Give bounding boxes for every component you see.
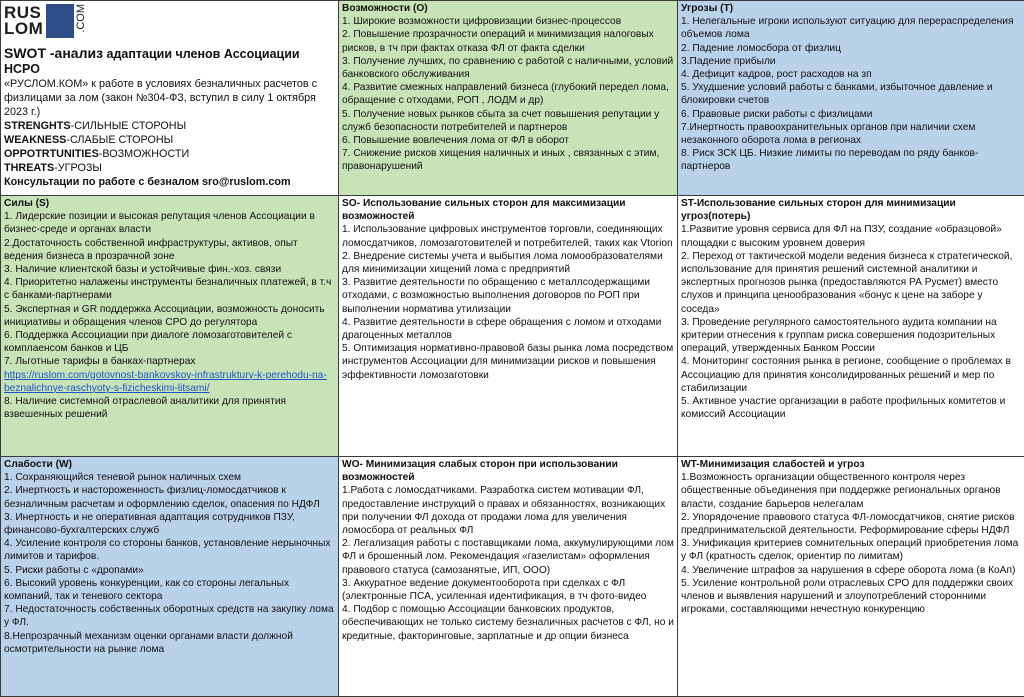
- list-item: 3. Развитие деятельности по обращению с металлсодержащими отходами, с возможностью выполнения договоров по РОП при выполнении норматива утилизации: [342, 276, 674, 316]
- legend-item: STRENGHTS-СИЛЬНЫЕ СТОРОНЫ: [4, 119, 335, 133]
- intro-description: «РУСЛОМ.КОМ» к работе в условиях безналичных расчетов с физлицами за лом (закон №304-ФЗ, вступил в силу 1 октября 2023 г.): [4, 77, 335, 119]
- list-item: 3. Проведение регулярного самостоятельного аудита компании на критерии отнесения к группам риска совершения подозрительных операций, утвержденных Банком России: [681, 316, 1021, 356]
- list-item: 4. Увеличение штрафов за нарушения в сфере оборота лома (в КоАп): [681, 564, 1021, 577]
- list-item: 7.Инертность правоохранительных органов при наличии схем незаконного оборота лома в регионах: [681, 121, 1021, 147]
- list-item: 3. Унификация критериев сомнительных операций приобретения лома у ФЛ (кратность сделок, ориентир по лимитам): [681, 537, 1021, 563]
- list-item: 1. Нелегальные игроки используют ситуацию для перераспределения объемов лома: [681, 15, 1021, 41]
- list-item: 1. Лидерские позиции и высокая репутация членов Ассоциации в бизнес-среде и органах власти: [4, 210, 335, 236]
- weaknesses-cell: [1, 457, 339, 697]
- list-item: 7. Недостаточность собственных оборотных средств на закупку лома у ФЛ.: [4, 603, 335, 629]
- list-item: 1. Широкие возможности цифровизации бизнес-процессов: [342, 15, 674, 28]
- wt-cell: [678, 457, 1024, 697]
- list-item: 8. Риск ЗСК ЦБ. Низкие лимиты по переводам по ряду банков-партнеров: [681, 147, 1021, 173]
- list-item: 2.Достаточность собственной инфраструктуры, активов, опыт ведения бизнеса в прозрачной зоне: [4, 237, 335, 263]
- wo-title: WO- Минимизация слабых сторон при использовании возможностей: [342, 458, 674, 484]
- list-item: 5. Ухудшение условий работы с банками, избыточное давление и блокировки счетов: [681, 81, 1021, 107]
- list-item: 3. Аккуратное ведение документооборота при сделках с ФЛ (электронные ПСА, усиленная идентификация, в тч фото-видео: [342, 577, 674, 603]
- logo-text: RUS LOM: [4, 2, 43, 37]
- strengths-title: Силы (S): [4, 197, 335, 210]
- list-item: 1.Работа с ломосдатчиками. Разработка систем мотивации ФЛ, предоставление инструкций о правах и обязанностях, возникающих при получении ФЛ дохода от продажи лома для увеличения ломосбора от реальных ФЛ: [342, 484, 674, 537]
- st-title: ST-Использование сильных сторон для минимизации угроз(потерь): [681, 197, 1021, 223]
- page-title: SWOT -анализ адаптации членов Ассоциации НСРО: [4, 46, 335, 77]
- legend-list: [4, 119, 335, 189]
- list-item: 2. Переход от тактической модели ведения бизнеса к стратегической, использование для принятия решений системной аналитики и экспертных прогнозов рынка (предоставляются РА Русмет) вместо слухов и принципа ценообразования «бонус к цене на заборе у соседа»: [681, 250, 1021, 316]
- list-item: 3. Наличие клиентской базы и устойчивые фин.-хоз. связи: [4, 263, 335, 276]
- list-item: 8.Непрозрачный механизм оценки органами власти должной осмотрительности на рынке лома: [4, 630, 335, 656]
- list-item: 6. Высокий уровень конкуренции, как со стороны легальных компаний, так и теневого сектора: [4, 577, 335, 603]
- wo-cell: [339, 457, 678, 697]
- list-item: 2. Повышение прозрачности операций и минимизация налоговых рисков, в тч при фактах отказа ФЛ от факта сделки: [342, 28, 674, 54]
- list-item: 6. Правовые риски работы с физлицами: [681, 108, 1021, 121]
- list-item: 5. Оптимизация нормативно-правовой базы рынка лома посредством инструментов Ассоциации для минимизации рисков и повышения эффективности ломозаготовки: [342, 342, 674, 382]
- logo-domain: .COM: [76, 4, 87, 33]
- logo: [4, 2, 335, 46]
- list-item: 3. Получение лучших, по сравнению с работой с наличными, условий банковского обслуживания: [342, 55, 674, 81]
- bank-readiness-link[interactable]: https://ruslom.com/gotovnost-bankovskoy-infrastruktury-k-perehodu-na-beznalichnye-raschyoty-s-fizicheskimi-litsami/: [4, 369, 335, 395]
- list-item: 4. Развитие смежных направлений бизнеса (глубокий передел лома, обращение с отходами, РОП , ЛОДМ и др): [342, 81, 674, 107]
- weaknesses-title: Слабости (W): [4, 458, 335, 471]
- list-item: 5. Усиление контрольной роли отраслевых СРО для поддержки своих членов и выявления нарушений и злоупотреблений сторонними игроками, составляющими нечестную конкуренцию: [681, 577, 1021, 617]
- list-item: 5. Риски работы с «дропами»: [4, 564, 335, 577]
- legend-item: WEAKNESS-СЛАБЫЕ СТОРОНЫ: [4, 133, 335, 147]
- list-item: 2. Падение ломосбора от физлиц: [681, 42, 1021, 55]
- opportunities-cell: [339, 1, 678, 196]
- so-cell: [339, 196, 678, 457]
- opportunities-title: Возможности (О): [342, 2, 674, 15]
- list-item: 1. Сохраняющийся теневой рынок наличных схем: [4, 471, 335, 484]
- list-item: 5. Получение новых рынков сбыта за счет повышения репутации у служб безопасности потребителей и партнеров: [342, 108, 674, 134]
- list-item: 7. Снижение рисков хищения наличных и иных , связанных с этим, правонарушений: [342, 147, 674, 173]
- list-item: 6. Повышение вовлечения лома от ФЛ в оборот: [342, 134, 674, 147]
- list-item: 4. Приоритетно налажены инструменты безналичных платежей, в т.ч с банками-партнерами: [4, 276, 335, 302]
- list-item: 3. Инертность и не оперативная адаптация сотрудников ПЗУ, финансово-бухгалтерских служб: [4, 511, 335, 537]
- list-item: 4. Развитие деятельности в сфере обращения с ломом и отходами драгоценных металлов: [342, 316, 674, 342]
- strengths-cell: [1, 196, 339, 457]
- list-item: 1. Использование цифровых инструментов торговли, соединяющих ломосдатчиков, ломозаготовителей и потребителей, таких как Vtorion: [342, 223, 674, 249]
- list-item: 5. Активное участие организации в работе профильных комитетов и комиссий Ассоциации: [681, 395, 1021, 421]
- list-item: 2. Инертность и настороженность физлиц-ломосдатчиков к безналичным расчетам и оформлению сделок, опасения по НДФЛ: [4, 484, 335, 510]
- list-item: 1.Возможность организации общественного контроля через общественные объединения при поддержке региональных органов власти, создание барьеров нелегалам: [681, 471, 1021, 511]
- intro-cell: [1, 1, 339, 196]
- list-item: 2. Легализация работы с поставщиками лома, аккумулирующими лом ФЛ и брошенный лом. Рекомендация «газелистам» оформления правового статуса (самозанятые, ИП, ООО): [342, 537, 674, 577]
- list-item: 6. Поддержка Ассоциации при диалоге ломозаготовителей с комплаенсом банков и ЦБ: [4, 329, 335, 355]
- wt-title: WT-Минимизация слабостей и угроз: [681, 458, 1021, 471]
- threats-title: Угрозы (Т): [681, 2, 1021, 15]
- list-item: 5. Экспертная и GR поддержка Ассоциации, возможность доносить инициативы и обращения членов СРО до регулятора: [4, 303, 335, 329]
- legend-item: OPPOTRTUNITIES-ВОЗМОЖНОСТИ: [4, 147, 335, 161]
- list-item: 8. Наличие системной отраслевой аналитики для принятия взвешенных решений: [4, 395, 335, 421]
- list-item: 1.Развитие уровня сервиса для ФЛ на ПЗУ, создание «образцовой» площадки с высоким уровнем доверия: [681, 223, 1021, 249]
- logo-mark: [46, 4, 74, 38]
- st-cell: [678, 196, 1024, 457]
- list-item: 4. Дефицит кадров, рост расходов на зп: [681, 68, 1021, 81]
- threats-cell: [678, 1, 1024, 196]
- list-item: 2. Внедрение системы учета и выбытия лома ломообразователями для минимизации хищений лома с предприятий: [342, 250, 674, 276]
- list-item: 4. Мониторинг состояния рынка в регионе, сообщение о проблемах в Ассоциацию для принятия консолидированных решений и мер по стабилизации: [681, 355, 1021, 395]
- legend-item: THREATS-УГРОЗЫ: [4, 161, 335, 175]
- list-item: 2. Упорядочение правового статуса ФЛ-ломосдатчиков, снятие рисков предпринимательской деятельности. Реформирование сферы НДФЛ: [681, 511, 1021, 537]
- list-item: 7. Льготные тарифы в банках-партнерах: [4, 355, 335, 368]
- list-item: 3.Падение прибыли: [681, 55, 1021, 68]
- so-title: SO- Использование сильных сторон для максимизации возможностей: [342, 197, 674, 223]
- consult-line: Консультации по работе с безналом sro@ruslom.com: [4, 175, 335, 189]
- list-item: 4. Усиление контроля со стороны банков, установление нерыночных лимитов и тарифов.: [4, 537, 335, 563]
- list-item: 4. Подбор с помощью Ассоциации банковских продуктов, обеспечивающих не только систему безналичных расчетов с ФЛ, но и кредитные, факторинговые, зарплатные и др опции бизнеса: [342, 603, 674, 643]
